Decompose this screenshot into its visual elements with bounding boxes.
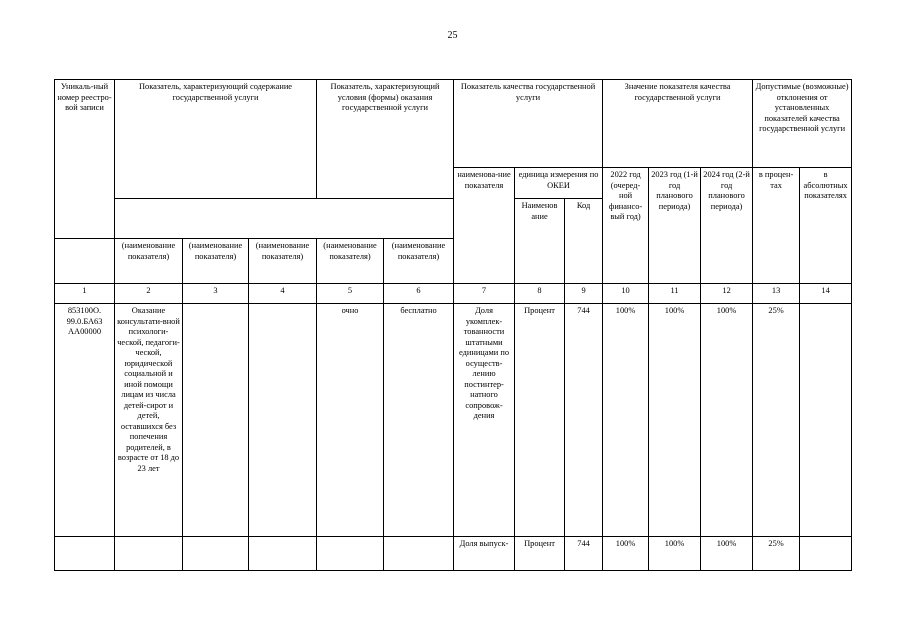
header-row-top <box>55 80 852 168</box>
registry-number-cell <box>55 537 115 571</box>
header-year-2024: 2024 год (2-й год планового периода) <box>701 168 753 284</box>
header-content-indicator: Показатель, характеризующий содержание государственной услуги <box>115 80 317 199</box>
service-quality-table <box>54 79 852 571</box>
form-cell <box>317 537 384 571</box>
page-number: 25 <box>447 30 458 41</box>
unit-code-cell: 744 <box>565 537 603 571</box>
header-unit-okei: единица измерения по ОКЕИ <box>515 168 603 199</box>
header-unit-name: Наименов ание <box>515 199 565 284</box>
header-sub-name-6: (наименование показателя) <box>384 239 454 284</box>
indicator-name-cell: Доля выпуск- <box>454 537 515 571</box>
header-sub-name-3: (наименование показателя) <box>183 239 249 284</box>
unit-name-cell: Процент <box>515 304 565 537</box>
deviation-percent-cell: 25% <box>753 537 800 571</box>
table-cell <box>183 304 249 537</box>
column-number: 7 <box>454 284 515 304</box>
column-number-row <box>55 284 852 304</box>
header-year-2022: 2022 год (очеред-ной финансо-вый год) <box>603 168 649 284</box>
registry-number-cell: 853100О. 99.0.БА63 АА00000 <box>55 304 115 537</box>
table-cell <box>249 304 317 537</box>
column-number: 5 <box>317 284 384 304</box>
column-number: 14 <box>800 284 852 304</box>
header-unit-code: Код <box>565 199 603 284</box>
value-2023-cell: 100% <box>649 537 701 571</box>
column-number: 13 <box>753 284 800 304</box>
deviation-percent-cell: 25% <box>753 304 800 537</box>
unit-code-cell: 744 <box>565 304 603 537</box>
column-number: 9 <box>565 284 603 304</box>
header-in-percent: в процен-тах <box>753 168 800 284</box>
header-year-2023: 2023 год (1-й год планового периода) <box>649 168 701 284</box>
header-unique-number: Уникаль-ный номер реестро-вой записи <box>55 80 115 239</box>
table-row <box>55 537 852 571</box>
table-cell <box>183 537 249 571</box>
column-number: 8 <box>515 284 565 304</box>
column-number: 4 <box>249 284 317 304</box>
header-quality-indicator: Показатель качества государственной услуги <box>454 80 603 168</box>
header-in-absolute: в абсолютных показателях <box>800 168 852 284</box>
header-indicator-name: наименова-ние показателя <box>454 168 515 284</box>
column-number: 2 <box>115 284 183 304</box>
column-number: 3 <box>183 284 249 304</box>
value-2023-cell: 100% <box>649 304 701 537</box>
table-cell <box>249 537 317 571</box>
indicator-name-cell: Доля укомплек-тованности штатными единицами по осуществ-лению постинтер-натного сопровож-дения <box>454 304 515 537</box>
header-sub-name-2: (наименование показателя) <box>115 239 183 284</box>
form-cell: очно <box>317 304 384 537</box>
header-quality-value: Значение показателя качества государственной услуги <box>603 80 753 168</box>
payment-cell: бесплатно <box>384 304 454 537</box>
value-2022-cell: 100% <box>603 537 649 571</box>
deviation-absolute-cell <box>800 537 852 571</box>
deviation-absolute-cell <box>800 304 852 537</box>
header-sub-spacer <box>115 199 454 239</box>
table-row <box>55 304 852 537</box>
column-number: 1 <box>55 284 115 304</box>
column-number: 11 <box>649 284 701 304</box>
value-2022-cell: 100% <box>603 304 649 537</box>
unit-name-cell: Процент <box>515 537 565 571</box>
header-unique-spacer <box>55 239 115 284</box>
header-deviations: Допустимые (возможные) отклонения от установленных показателей качества государственной услуги <box>753 80 852 168</box>
header-conditions-indicator: Показатель, характеризующий условия (формы) оказания государственной услуги <box>317 80 454 199</box>
service-content-cell <box>115 537 183 571</box>
header-sub-name-4: (наименование показателя) <box>249 239 317 284</box>
value-2024-cell: 100% <box>701 537 753 571</box>
header-sub-name-5: (наименование показателя) <box>317 239 384 284</box>
payment-cell <box>384 537 454 571</box>
value-2024-cell: 100% <box>701 304 753 537</box>
service-content-cell: Оказание консультати-вной психологи-ческой, педагоги-ческой, юридической социальной и иной помощи лицам из числа детей-сирот и детей, оставшихся без попечения родителей, в возрасте от 18 до 23 лет <box>115 304 183 537</box>
column-number: 6 <box>384 284 454 304</box>
column-number: 12 <box>701 284 753 304</box>
column-number: 10 <box>603 284 649 304</box>
